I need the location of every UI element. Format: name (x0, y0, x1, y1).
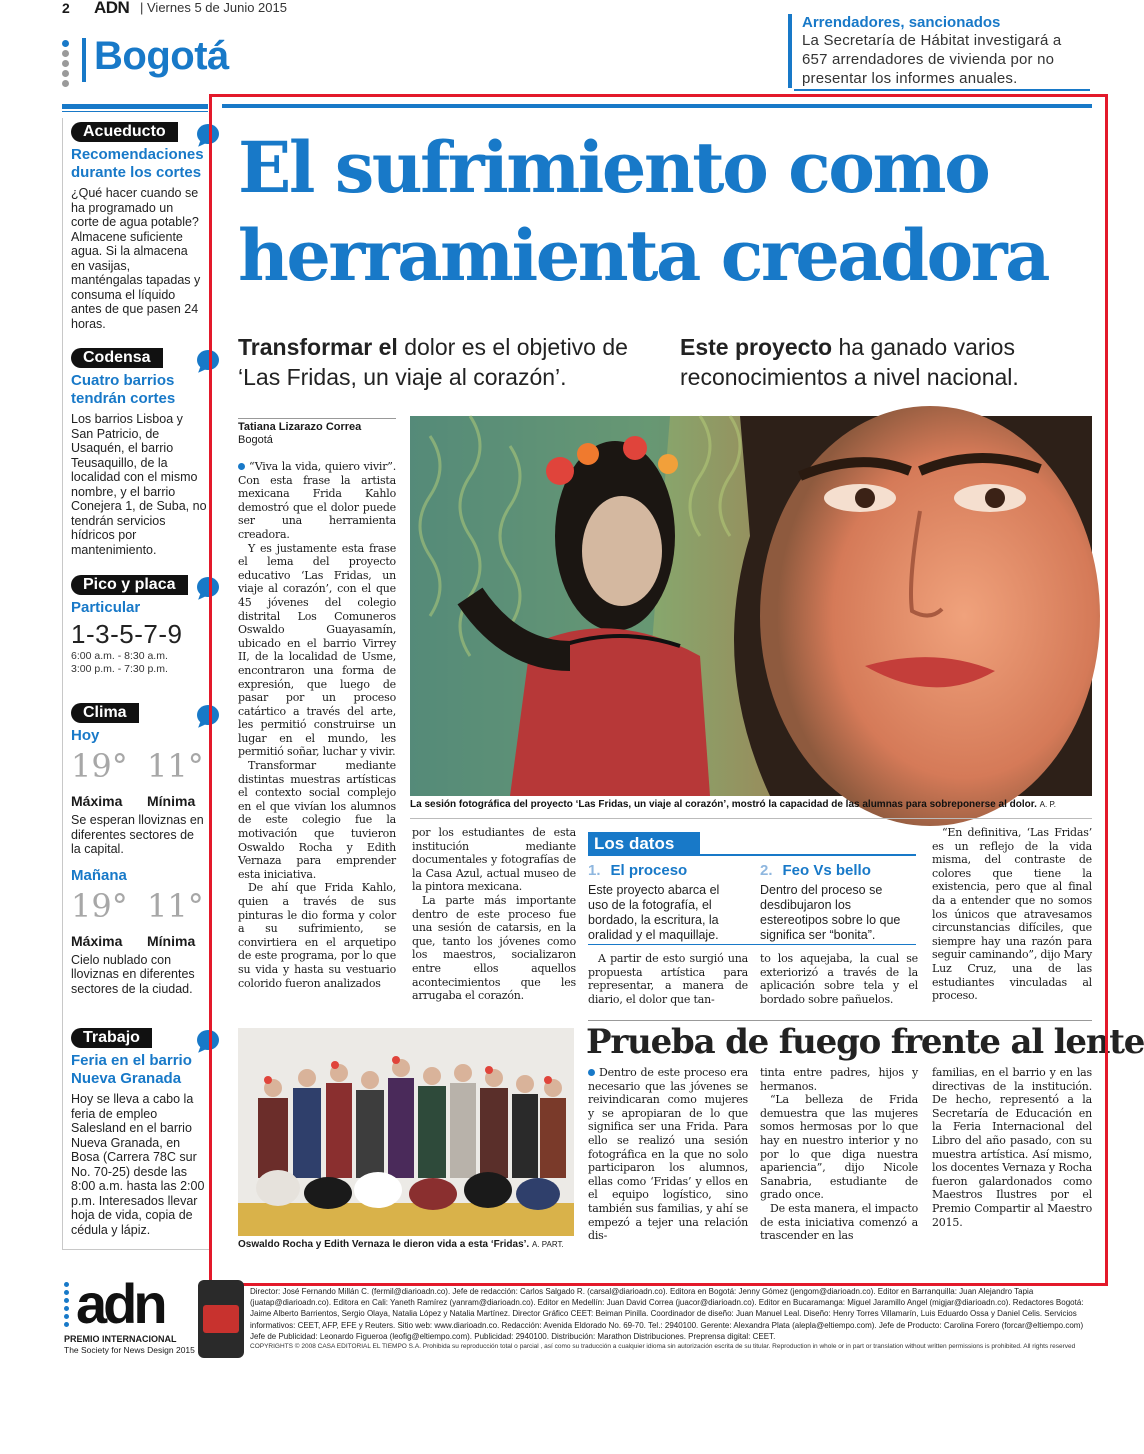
restriction-times: 6:00 a.m. - 8:30 a.m. 3:00 p.m. - 7:30 p.m. (71, 650, 168, 675)
article-deck-1: Transformar el dolor es el objetivo de ‘Las Fridas, un viaje al corazón’. (238, 334, 628, 390)
datos-item-2: 2. Feo Vs bello Dentro del proceso se desdibujaron los estereotipos sobre lo que significa ser “bonita”. (760, 862, 901, 942)
article-deck-2: Este proyecto ha ganado varios reconocimientos a nivel nacional. (680, 334, 1019, 390)
red-highlight-frame (209, 94, 1108, 1286)
sidebar-codensa (71, 348, 213, 557)
footer-copyright: COPYRIGHTS © 2008 CASA EDITORIAL EL TIEMPO S.A. Prohibida su reproducción total o parcial , así como su traducción a cualquier idioma sin autorización escrita de su titular. Reproduction in whole or in part or translation without written permissions is prohibited. All rights reserved (250, 1343, 1076, 1350)
weather-labels: Máxima Mínima (71, 793, 196, 809)
sidebar-top-rule-thin (62, 111, 208, 112)
sidebar-clima (71, 703, 213, 996)
plate-numbers: 1-3-5-7-9 (71, 619, 183, 649)
weather-today-label: Hoy (71, 727, 100, 744)
sidebar-head-codensa: Codensa (71, 348, 163, 368)
sidebar-trabajo (71, 1028, 213, 1237)
sidebar-subtitle: Cuatro barrios tendrán cortes (71, 372, 176, 407)
weather-today-text: Se esperan lloviznas en diferentes sectores de la capital. (71, 813, 204, 856)
datos-item-1: 1. El proceso Este proyecto abarca el uso de la fotografía, el bordado, la escritura, la oralidad y el maquillaje. (588, 862, 720, 942)
weather-tomorrow-text: Cielo nublado con lloviznas en diferentes sectores de la ciudad. (71, 952, 195, 996)
teaser-text: La Secretaría de Hábitat investigará a 657 arrendadores de vivienda por no presentar los informes anuales. (802, 32, 1062, 87)
section-bar (82, 38, 86, 82)
sidebar-text: Los barrios Lisboa y San Patricio, de Usaquén, el barrio Teusaquillo, de la localidad con el mismo nombre, y el barrio Conejera 1, de Suba, no tendrán servicios hídricos por mantenimiento. (71, 412, 207, 557)
article-subhead: Prueba de fuego frente al lente (586, 1022, 1144, 1062)
sidebar-head-trabajo: Trabajo (71, 1028, 152, 1048)
sidebar-text: Hoy se lleva a cabo la feria de empleo Salesland en el barrio Nueva Granada, en Bosa (Carrera 78C sur No. 70-25) desde las 8:00 a.m. hasta las 2:00 p.m. Interesados llevar hoja de vida, copia de cédula y lápiz. (71, 1092, 205, 1237)
weather-tomorrow-temps: 19° 11° (71, 886, 204, 925)
group-photo-caption: Oswaldo Rocha y Edith Vernaza le dieron vida a esta ‘Fridas’. A. PART. (238, 1239, 564, 1250)
article-column-6: Dentro de este proceso era necesario que las jóvenes se reivindicaran como mujeres y se apropiaran de lo que significa ser una Frida. Para ello se realizó una sesión fotográfica en la que no solo participaron los alumnos, ellas como ‘Fridas’ y ellos en el equipo logístico, sino también sus familias, y ahí se empezó a tejer una relación dis- (588, 1066, 748, 1243)
teaser-title: Arrendadores, sancionados (802, 14, 1001, 31)
sidebar (62, 118, 212, 1250)
sidebar-top-rule (62, 104, 208, 109)
author-name: Tatiana Lizarazo Correa (238, 421, 362, 433)
sidebar-head-acueducto: Acueducto (71, 122, 178, 142)
article-column-2: por los estudiantes de esta institución mediante documentales y fotografías de la Casa Azul, actual museo de la pintora mexicana. La parte más importante dentro de este proceso fue una sesión de catarsis, en la que, tanto los jóvenes como los maestros, socializaron entre ellos aquellos acontecimientos que les arrugaba el corazón. (412, 826, 576, 1003)
teaser-box[interactable] (788, 14, 1088, 88)
author-city: Bogotá (238, 434, 273, 446)
footer-logo: adn (76, 1272, 164, 1335)
footer-award: PREMIO INTERNACIONAL (64, 1334, 177, 1344)
article-column-8: familias, en el barrio y en las directivas de la institución. De hecho, representó a la Secretaría de Educación en la Feria Internacional del Libro del año pasado, con su muestra artística. Así mismo, los docentes Vernaza y Rocha fueron galardonados como Maestros Ilustres por el Premio Compartir al Maestro 2015. (932, 1066, 1092, 1229)
section-dots (62, 40, 72, 90)
footer-credits: Director: José Fernando Millán C. (fermil@diarioadn.co). Jefe de redacción: Carlos Salgado R. (carsal@diarioadn.co). Editora en Bogotá: Jenny Gómez (jengom@diarioadn.co). Editor en Barranquilla: Juan Alejandro Tapia (juatap@diarioadn.co). Editora en Cali: Yaneth Ramírez (yanram@diarioadn.co). Editor en Medellín: Juan David Correa (juacor@diarioadn.co). Editor en Bucaramanga: Miguel Jaramillo Angel (migjar@diarioadn.co). Redactores Bogotá: Jaime Alberto Barrientos, Sergio Olaya, Natalia López y Natalia Martínez. Director Gráfico CEET: Beiman Pinilla. Coordinador de diseño: Juan Manuel Leal. Diseño: Henry Torres Villamarín, Luis Eduardo Ossa y Daniel Celis. Servicios informativos: CEET, AFP, EFE y Reuters. Sitio web: www.diarioadn.co. Redacción: Avenida Eldorado No. 69-70. Tel.: 2940100. Gerente: Alexandra Plata (alepla@eltiempo.com). Jefe de Producto: Carolina Forero (forcar@eltiempo.com) Jefe de Publicidad: Leonardo Figueroa (leofig@eltiempo.com). Publicidad: 2940100. Distribución: Marathon Distribuciones. Preprensa digital: CEET. (250, 1287, 1084, 1341)
footer-society: The Society for News Design 2015 (64, 1345, 195, 1355)
teaser-rule (794, 89, 1090, 91)
sidebar-subtitle: Recomendaciones durante los cortes (71, 146, 204, 181)
article-column-5: “En definitiva, ‘Las Fridas’ es un reflejo de la vida misma, del contraste de colores que tiene la existencia, pero que al final da a entender que no somos los únicos que atravesamos circunstancias difíciles, que siempre hay una razón para seguir caminando”, dijo Mary Luz Cruz, una de las estudiantes vinculadas al proceso. (932, 826, 1093, 1003)
footer-dots (64, 1282, 72, 1330)
article-column-3: A partir de esto surgió una propuesta artística para representar, a manera de diario, el dolor que tan- (588, 952, 748, 1006)
article-column-7: tinta entre padres, hijos y hermanos. “La belleza de Frida demuestra que las mujeres somos hermosas por lo que hay en nuestro interior y no por lo que diga nuestra apariencia”, dijo Nicole Sanabria, estudiante de grado once. De esta manera, el impacto de esta iniciativa comenzó a trascender en las (760, 1066, 918, 1243)
page-number: 2 (62, 0, 70, 16)
sidebar-acueducto (71, 122, 213, 331)
sidebar-subtitle: Feria en el barrio Nueva Granada (71, 1052, 192, 1087)
sidebar-pico-placa (71, 575, 213, 676)
issue-date: | Viernes 5 de Junio 2015 (140, 0, 287, 15)
article-headline: El sufrimiento como herramienta creadora (238, 126, 1048, 297)
sidebar-head-pico: Pico y placa (71, 575, 188, 595)
award-badge-inner (203, 1305, 239, 1333)
weather-today-temps: 19° 11° (71, 747, 204, 785)
main-photo-caption: La sesión fotográfica del proyecto ‘Las Fridas, un viaje al corazón’, mostró la capacidad de las alumnas para sobreponerse al dolor. A. P. (410, 799, 1056, 810)
section-title: Bogotá (94, 34, 229, 78)
article-column-4: to los aquejaba, la cual se exteriorizó a través de la aplicación sobre tela y el bordado sobre pañuelos. (760, 952, 918, 1006)
weather-labels: Máxima Mínima (71, 932, 196, 949)
sidebar-text: ¿Qué hacer cuando se ha programado un corte de agua potable? Almacene suficiente agua. Si la almacena en vasijas, manténgalas tapadas y consuma el líquido antes de que pasen 24 horas. (71, 186, 201, 331)
header-logo: ADN (94, 0, 130, 17)
sidebar-subtitle: Particular (71, 599, 141, 616)
sidebar-head-clima: Clima (71, 703, 139, 723)
weather-tomorrow-label: Mañana (71, 866, 127, 884)
datos-heading: Los datos (588, 832, 700, 856)
article-column-1: “Viva la vida, quiero vivir”. Con esta frase la artista mexicana Frida Kahlo demostró que el dolor puede ser una herramienta creadora. Y es justamente esta frase el lema del proyecto educativo ‘Las Fridas, un viaje al corazón’, con el que 45 jóvenes del colegio distrital Los Comuneros Oswaldo Guayasamín, ubicado en el barrio Virrey II, de la localidad de Usme, encontraron una forma de expresión, que luego de pasar por un proceso catártico a través del arte, les permitió construirse un lugar en el mundo, les permitió soñar, luchar y vivir. Transformar mediante distintas muestras artísticas el contexto social complejo en el que vivían los alumnos de este colegio fue la motivación que tuvieron Oswaldo Rocha y Edith Vernaza para emprender esta iniciativa. De ahí que Frida Kahlo, quien a través de sus pinturas le dio forma y color a su sufrimiento, se convirtiera en el arquetipo de este programa, por lo que su vida y hasta su vestuario colorido fueron analizados (238, 460, 396, 990)
